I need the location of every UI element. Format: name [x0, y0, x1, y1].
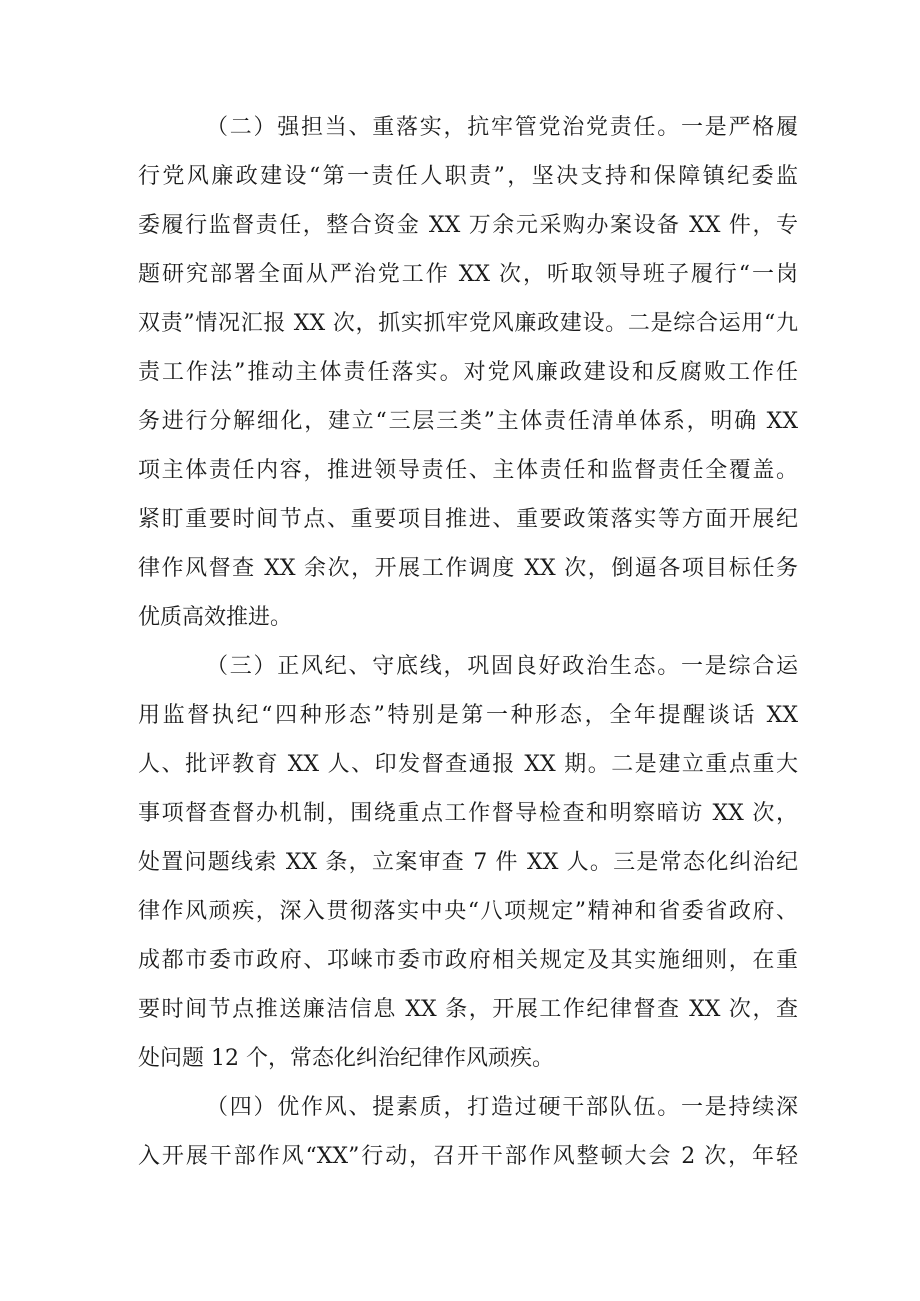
paragraph-line: 委履行监督责任，整合资金 XX 万余元采购办案设备 XX 件，专 — [138, 213, 798, 238]
paragraph-3 — [138, 642, 798, 1083]
paragraph-line: 项主体责任内容，推进领导责任、主体责任和监督责任全覆盖。 — [138, 458, 798, 483]
paragraph-line: 双责”情况汇报 XX 次，抓实抓牢党风廉政建设。二是综合运用“九 — [138, 311, 798, 336]
paragraph-line: 处问题 12 个，常态化纠治纪律作风顽疾。 — [138, 1046, 554, 1071]
paragraph-line: 处置问题线索 XX 条，立案审查 7 件 XX 人。三是常态化纠治纪 — [138, 850, 798, 875]
paragraph-line: 务进行分解细化，建立“三层三类”主体责任清单体系，明确 XX — [138, 409, 798, 434]
paragraph-line: 成都市委市政府、邛崃市委市政府相关规定及其实施细则，在重 — [138, 948, 798, 973]
paragraph-line: 题研究部署全面从严治党工作 XX 次，听取领导班子履行“一岗 — [138, 262, 798, 287]
paragraph-line: （四）优作风、提素质，打造过硬干部队伍。一是持续深 — [206, 1095, 798, 1120]
paragraph-line: 责工作法”推动主体责任落实。对党风廉政建设和反腐败工作任 — [138, 360, 798, 385]
paragraph-line: 律作风顽疾，深入贯彻落实中央“八项规定”精神和省委省政府、 — [138, 899, 798, 924]
paragraph-line: 用监督执纪“四种形态”特别是第一种形态，全年提醒谈话 XX — [138, 703, 798, 728]
paragraph-line: （二）强担当、重落实，抗牢管党治党责任。一是严格履 — [206, 115, 798, 140]
paragraph-line: 律作风督查 XX 余次，开展工作调度 XX 次，倒逼各项目标任务 — [138, 556, 798, 581]
paragraph-line: 优质高效推进。 — [138, 605, 293, 630]
paragraph-2 — [138, 103, 798, 642]
paragraph-line: 紧盯重要时间节点、重要项目推进、重要政策落实等方面开展纪 — [138, 507, 798, 532]
paragraph-line: 人、批评教育 XX 人、印发督查通报 XX 期。二是建立重点重大 — [138, 752, 798, 777]
paragraph-line: （三）正风纪、守底线，巩固良好政治生态。一是综合运 — [206, 654, 798, 679]
paragraph-4 — [138, 1083, 798, 1181]
paragraph-line: 入开展干部作风“XX”行动，召开干部作风整顿大会 2 次，年轻 — [138, 1144, 798, 1169]
document-body — [138, 103, 798, 1181]
paragraph-line: 事项督查督办机制，围绕重点工作督导检查和明察暗访 XX 次， — [138, 801, 798, 826]
paragraph-line: 要时间节点推送廉洁信息 XX 条，开展工作纪律督查 XX 次，查 — [138, 997, 798, 1022]
paragraph-line: 行党风廉政建设“第一责任人职责”，坚决支持和保障镇纪委监 — [138, 164, 798, 189]
